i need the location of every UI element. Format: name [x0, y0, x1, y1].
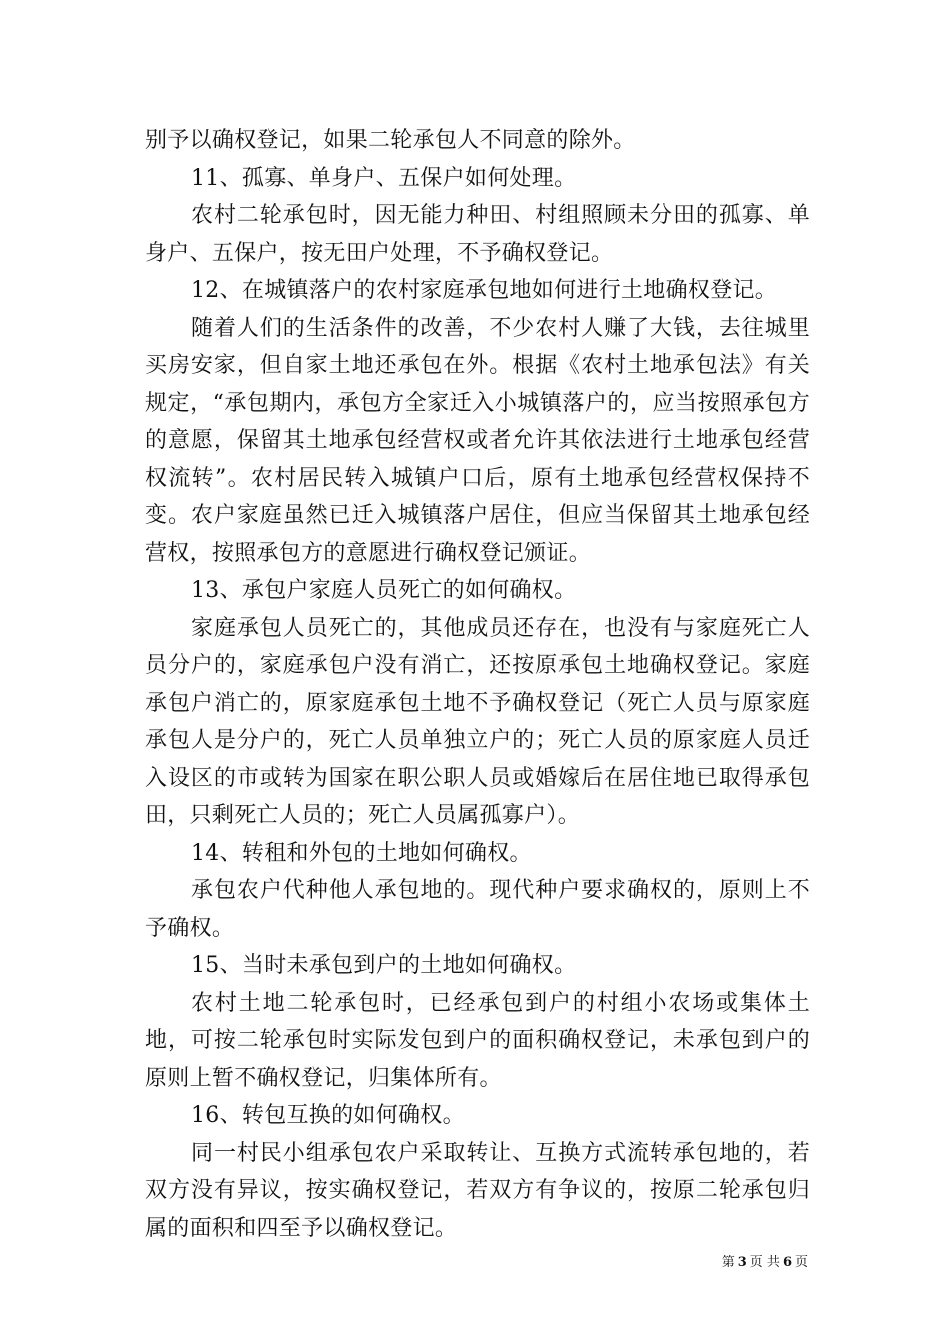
total-page-number: 6: [782, 1255, 792, 1270]
current-page-number: 3: [737, 1255, 747, 1270]
footer-suffix: 页: [794, 1255, 808, 1270]
paragraph: 家庭承包人员死亡的，其他成员还存在，也没有与家庭死亡人员分户的，家庭承包户没有消亡，还按原承包土地确权登记。家庭承包户消亡的，原家庭承包土地不予确权登记（死亡人员与原家庭承包人是分户的，死亡人员单独立户的；死亡人员的原家庭人员迁入设区的市或转为国家在职公职人员或婚嫁后在居住地已取得承包田，只剩死亡人员的；死亡人员属孤寡户）。: [145, 615, 810, 828]
paragraph: 农村土地二轮承包时，已经承包到户的村组小农场或集体土地，可按二轮承包时实际发包到户的面积确权登记，未承包到户的原则上暂不确权登记，归集体所有。: [145, 990, 810, 1091]
footer-prefix: 第: [721, 1255, 735, 1270]
section-heading: 12、在城镇落户的农村家庭承包地如何进行土地确权登记。: [191, 278, 778, 303]
page-number-footer: [722, 1251, 808, 1270]
paragraph: 同一村民小组承包农户采取转让、互换方式流转承包地的，若双方没有异议，按实确权登记，若双方有争议的，按原二轮承包归属的面积和四至予以确权登记。: [145, 1140, 810, 1241]
section-heading: 13、承包户家庭人员死亡的如何确权。: [191, 578, 577, 603]
section-heading: 14、转租和外包的土地如何确权。: [191, 840, 532, 866]
paragraph: 随着人们的生活条件的改善，不少农村人赚了大钱，去往城里买房安家，但自家土地还承包在外。根据《农村土地承包法》有关规定，“承包期内，承包方全家迁入小城镇落户的，应当按照承包方的意愿，保留其土地承包经营权或者允许其依法进行土地承包经营权流转”。农村居民转入城镇户口后，原有土地承包经营权保持不变。农户家庭虽然已迁入城镇落户居住，但应当保留其土地承包经营权，按照承包方的意愿进行确权登记颁证。: [145, 315, 810, 566]
section-heading: 11、孤寡、单身户、五保户如何处理。: [191, 165, 577, 191]
section-heading: 15、当时未承包到户的土地如何确权。: [191, 953, 577, 978]
paragraph: 别予以确权登记，如果二轮承包人不同意的除外。: [145, 128, 636, 153]
paragraph: 承包农户代种他人承包地的。现代种户要求确权的，原则上不予确权。: [145, 878, 810, 941]
footer-middle: 页 共: [749, 1255, 780, 1270]
document-body: [145, 122, 810, 1247]
section-heading: 16、转包互换的如何确权。: [191, 1103, 465, 1128]
paragraph: 农村二轮承包时，因无能力种田、村组照顾未分田的孤寡、单身户、五保户，按无田户处理，不予确权登记。: [145, 203, 810, 266]
